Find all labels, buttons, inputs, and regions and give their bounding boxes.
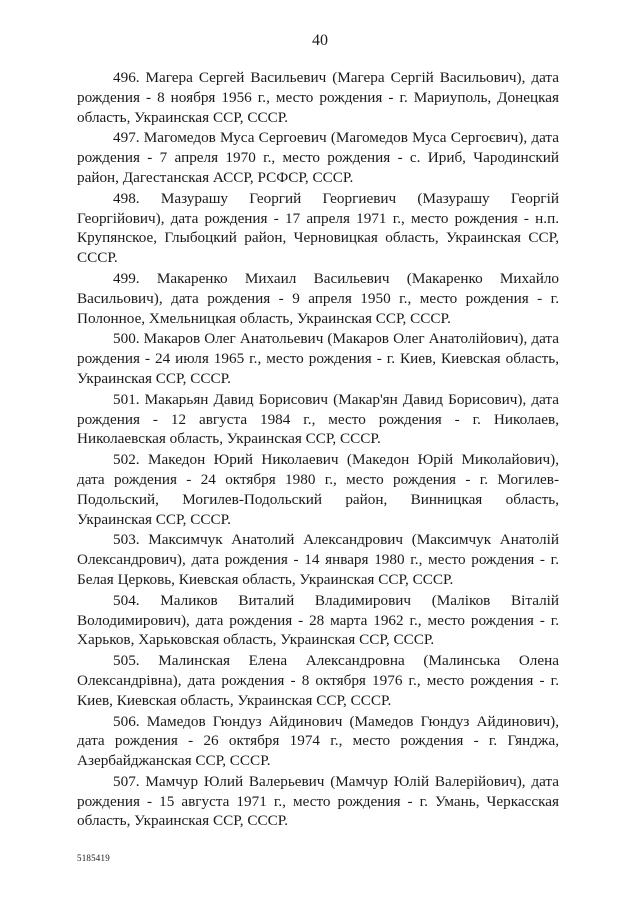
entry-list <box>77 68 559 832</box>
list-item-503: 503. Максимчук Анатолий Александрович (Максимчук Анатолій Олександрович), дата рождения - 14 января 1980 г., место рождения - г. Белая Церковь, Киевская область, Украинская ССР, СССР. <box>77 531 559 588</box>
list-item-507: 507. Мамчур Юлий Валерьевич (Мамчур Юлій Валерійович), дата рождения - 15 августа 1971 г., место рождения - г. Умань, Черкасская область, Украинская ССР, СССР. <box>77 772 559 830</box>
page-number: 40 <box>312 32 328 49</box>
list-item-498: 498. Мазурашу Георгий Георгиевич (Мазурашу Георгій Георгійович), дата рождения - 17 апреля 1971 г., место рождения - н.п. Крупянское, Глыбоцкий район, Черновицкая область, Украинская ССР, СССР. <box>77 189 559 267</box>
list-item-497: 497. Магомедов Муса Сергоевич (Магомедов Муса Сергоєвич), дата рождения - 7 апреля 1970 г., место рождения - с. Ириб, Чародинский район, Дагестанская АССР, РСФСР, СССР. <box>77 129 559 186</box>
list-item-500: 500. Макаров Олег Анатольевич (Макаров Олег Анатолійович), дата рождения - 24 июля 1965 г., место рождения - г. Киев, Киевская область, Украинская ССР, СССР. <box>77 330 559 387</box>
list-item-496: 496. Магера Сергей Васильевич (Магера Сергій Васильович), дата рождения - 8 ноября 1956 г., место рождения - г. Мариуполь, Донецкая область, Украинская ССР, СССР. <box>77 69 559 126</box>
list-item-504: 504. Маликов Виталий Владимирович (Маліков Віталій Володимирович), дата рождения - 28 марта 1962 г., место рождения - г. Харьков, Харьковская область, Украинская ССР, СССР. <box>77 591 559 649</box>
list-item-501: 501. Макарьян Давид Борисович (Макар'ян Давид Борисович), дата рождения - 12 августа 1984 г., место рождения - г. Николаев, Николаевская область, Украинская ССР, СССР. <box>77 390 559 448</box>
list-item-499: 499. Макаренко Михаил Васильевич (Макаренко Михайло Васильович), дата рождения - 9 апреля 1950 г., место рождения - г. Полонное, Хмельницкая область, Украинская ССР, СССР. <box>77 269 559 327</box>
list-item-506: 506. Мамедов Гюндуз Айдинович (Мамедов Гюндуз Айдинович), дата рождения - 26 октября 1974 г., место рождения - г. Гянджа, Азербайджанская ССР, СССР. <box>77 712 559 770</box>
list-item-505: 505. Малинская Елена Александровна (Малинська Олена Олександрівна), дата рождения - 8 октября 1976 г., место рождения - г. Киев, Киевская область, Украинская ССР, СССР. <box>77 652 559 709</box>
document-code: 5185419 <box>77 853 110 863</box>
list-item-502: 502. Македон Юрий Николаевич (Македон Юрій Миколайович), дата рождения - 24 октября 1980 г., место рождения - г. Могилев-Подольский, Могилев-Подольский район, Винницкая область, Украинская ССР, СССР. <box>77 451 559 528</box>
